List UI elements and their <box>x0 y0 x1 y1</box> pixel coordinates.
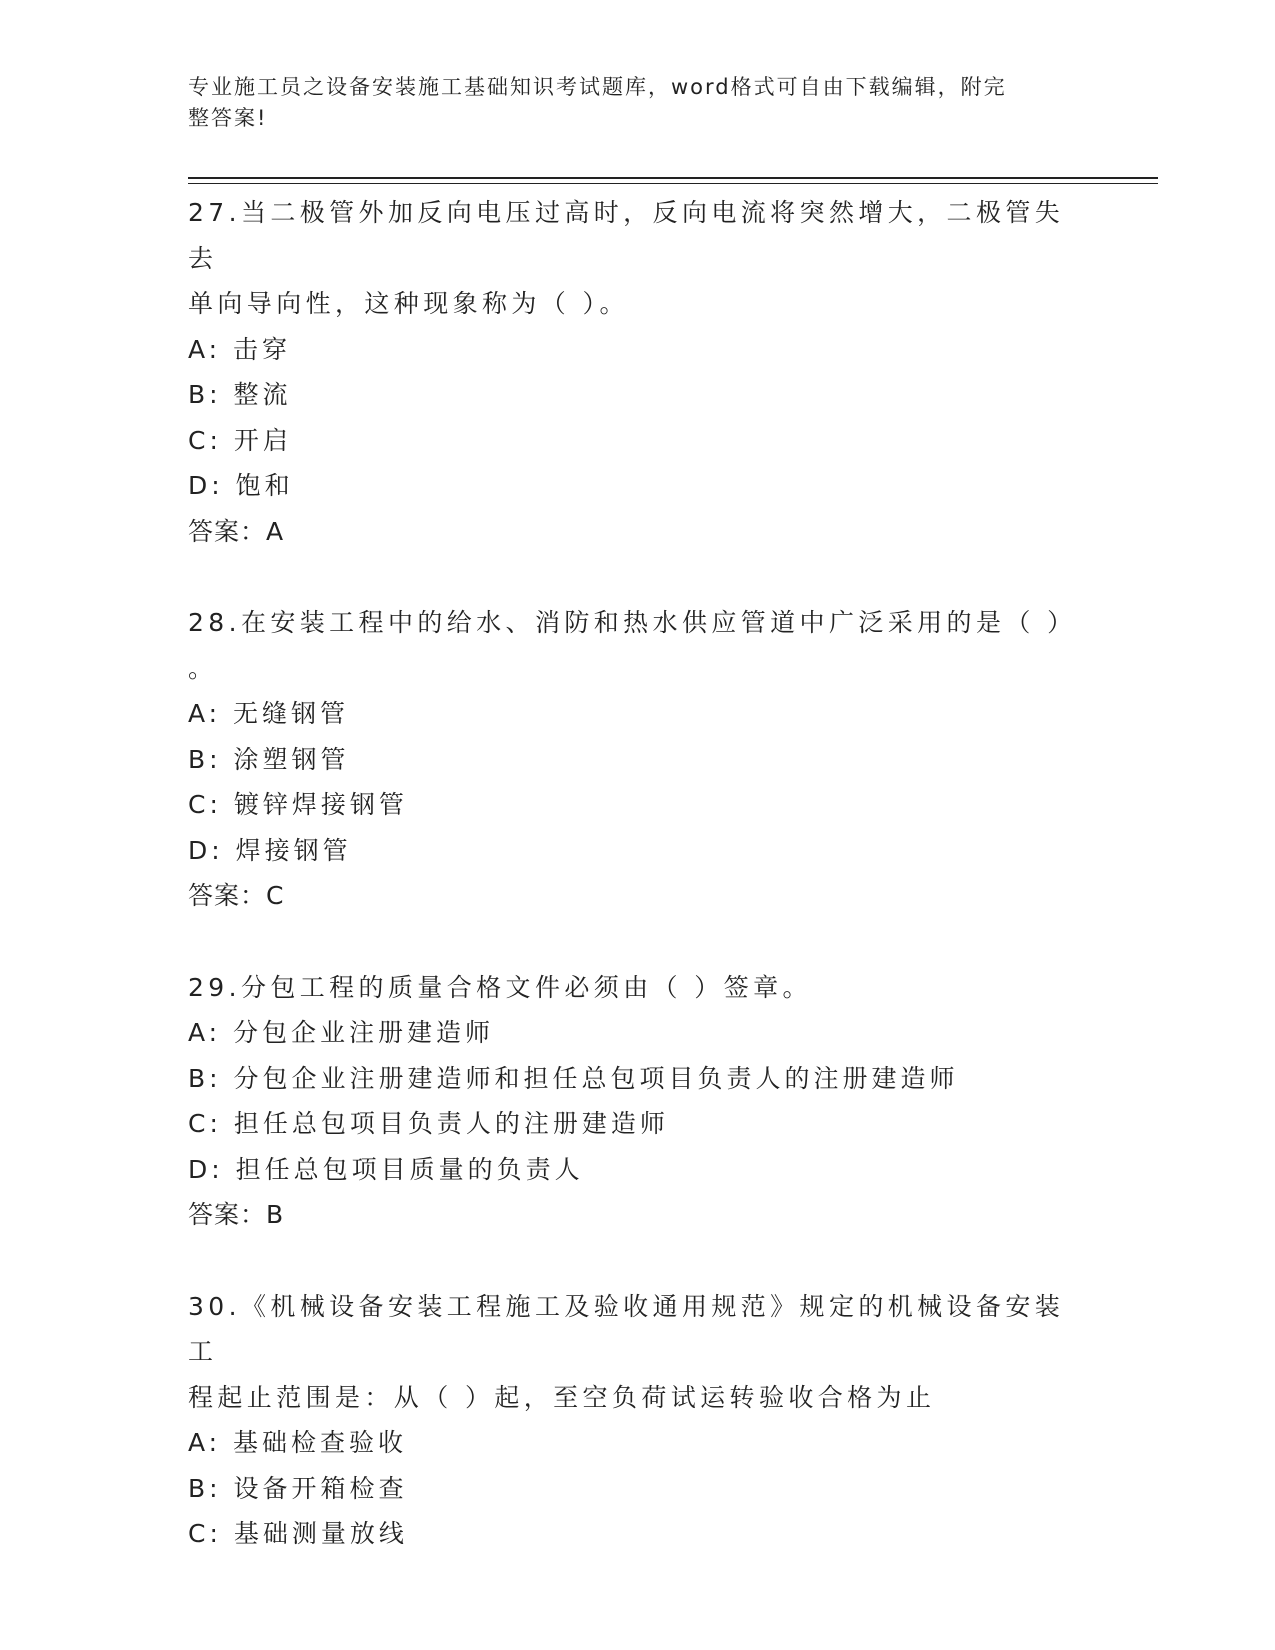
option-a: A: 基础检查验收 <box>188 1428 408 1457</box>
option-b: B: 分包企业注册建造师和担任总包项目负责人的注册建造师 <box>188 1063 959 1093</box>
header-intro-line-1: 专业施工员之设备安装施工基础知识考试题库，word格式可自由下载编辑，附完 <box>188 75 1007 99</box>
option-b: B: 涂塑钢管 <box>188 744 350 774</box>
question-stem-line: 程起止范围是：从（ ）起，至空负荷试运转验收合格为止 <box>188 1382 936 1412</box>
question-stem-line: 。 <box>188 653 218 683</box>
answer-line: 答案：B <box>188 1200 285 1229</box>
option-b: B: 设备开箱检查 <box>188 1473 408 1503</box>
question-30 <box>188 1284 1088 1557</box>
header-intro-line-2: 整答案! <box>188 106 268 130</box>
option-a: A: 击穿 <box>188 334 292 364</box>
option-d: D: 担任总包项目质量的负责人 <box>188 1154 584 1184</box>
answer-line: 答案：C <box>188 881 285 910</box>
question-29 <box>188 965 1088 1238</box>
question-28 <box>188 600 1088 919</box>
option-c: C: 镀锌焊接钢管 <box>188 790 408 819</box>
option-a: A: 分包企业注册建造师 <box>188 1018 495 1047</box>
answer-line: 答案：A <box>188 516 285 546</box>
question-list <box>188 190 1088 1603</box>
option-a: A: 无缝钢管 <box>188 699 350 728</box>
header-divider-thick <box>188 177 1158 179</box>
option-c: C: 担任总包项目负责人的注册建造师 <box>188 1109 669 1138</box>
question-stem-line: 29.分包工程的质量合格文件必须由（ ）签章。 <box>188 972 812 1002</box>
option-d: D: 焊接钢管 <box>188 835 352 865</box>
question-stem-line: 27.当二极管外加反向电压过高时，反向电流将突然增大，二极管失去 <box>188 198 1065 273</box>
question-stem-line: 单向导向性，这种现象称为（ ）。 <box>188 289 629 318</box>
question-27 <box>188 190 1088 554</box>
question-stem-line: 28.在安装工程中的给水、消防和热水供应管道中广泛采用的是（ ） <box>188 608 1077 637</box>
option-b: B: 整流 <box>188 380 292 409</box>
header-divider-thin <box>188 183 1158 184</box>
option-d: D: 饱和 <box>188 471 294 500</box>
option-c: C: 开启 <box>188 425 292 455</box>
question-stem-line: 30.《机械设备安装工程施工及验收通用规范》规定的机械设备安装工 <box>188 1291 1065 1366</box>
option-c: C: 基础测量放线 <box>188 1519 408 1548</box>
document-header <box>188 72 1068 134</box>
